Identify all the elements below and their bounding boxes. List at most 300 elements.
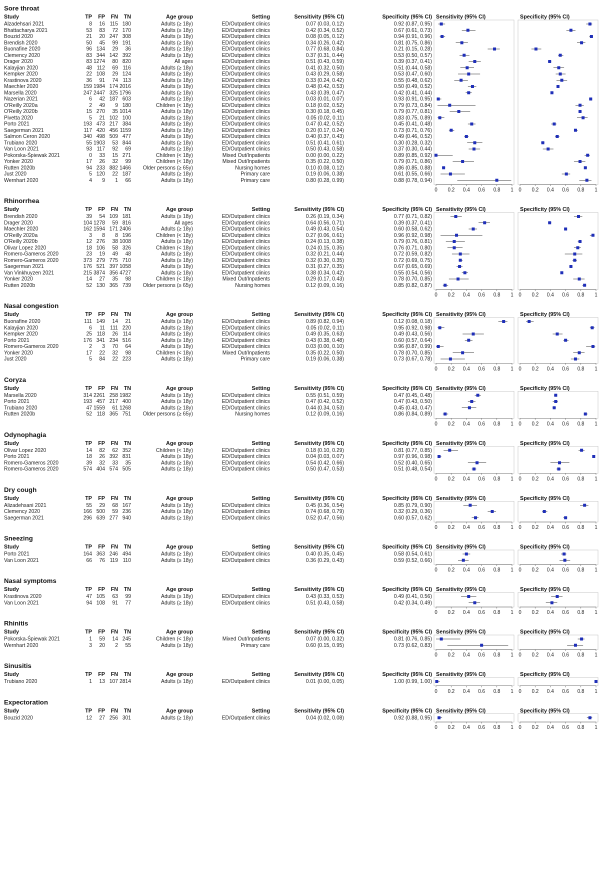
specificity-point [556, 595, 559, 598]
sensitivity-ci: 0.04 (0.03, 0.07) [305, 454, 344, 461]
sensitivity-tick-label: 0.6 [478, 610, 486, 616]
col-header-sensitivity: Sensitivity (95% CI) [294, 312, 344, 318]
specificity-tick-label: 0.8 [577, 421, 585, 428]
specificity-point [563, 559, 566, 562]
setting: ED/Outpatient clinics [221, 392, 270, 399]
tn-value: 170 [122, 27, 131, 34]
sensitivity-ci: 0.43 (0.39, 0.47) [305, 90, 344, 97]
col-header-tn: TN [123, 672, 131, 678]
col-header-tp: TP [85, 587, 92, 593]
col-header-specificity: Specificity (95% CI) [382, 495, 432, 502]
specificity-tick-label: 0 [518, 292, 522, 299]
specificity-tick-label: 0.4 [546, 652, 554, 659]
age-group: Adults (≥ 18y) [161, 177, 193, 184]
sensitivity-ci: 0.37 (0.31, 0.44) [305, 52, 344, 59]
fp-value: 118 [96, 411, 105, 418]
fp-value: 76 [99, 557, 105, 564]
sensitivity-ci: 0.50 (0.47, 0.53) [305, 466, 344, 473]
tp-value: 2 [89, 102, 92, 109]
study-name: Drager 2020 [4, 220, 33, 227]
setting: ED/Outpatient clinics [221, 447, 270, 454]
setting: ED/Outpatient clinics [221, 515, 270, 522]
tp-value: 55 [86, 502, 92, 509]
specificity-ci: 0.94 (0.91, 0.96) [393, 34, 432, 41]
specificity-point [534, 48, 537, 51]
age-group: Adults (≥ 18y) [161, 356, 193, 363]
setting: ED/Outpatient clinics [221, 59, 270, 66]
specificity-plot-frame [518, 678, 598, 686]
sensitivity-point [435, 154, 438, 157]
fp-value: 2447 [93, 90, 105, 97]
sensitivity-ci: 0.32 (0.30, 0.35) [305, 257, 344, 264]
col-header-fp: FP [98, 672, 105, 678]
tn-value: 110 [122, 557, 131, 564]
study-name: Kempker 2020 [4, 331, 38, 338]
sensitivity-tick-label: 0 [434, 688, 438, 695]
sensitivity-point [463, 54, 466, 57]
tp-value: 1 [89, 679, 92, 686]
specificity-point [592, 455, 595, 458]
sensitivity-tick-label: 0.8 [493, 652, 501, 659]
tp-value: 52 [86, 411, 92, 418]
col-header-fp: FP [98, 544, 105, 551]
setting: ED/Outpatient clinics [221, 502, 270, 509]
sensitivity-ci: 0.51 (0.43, 0.59) [305, 59, 344, 66]
fn-value: 115 [109, 21, 118, 28]
tp-value: 314 [83, 392, 92, 399]
tp-value: 5 [89, 171, 92, 178]
col-header-setting: Setting [251, 495, 270, 502]
sensitivity-tick-label: 0.2 [447, 652, 455, 659]
specificity-tick-label: 0 [518, 652, 522, 659]
specificity-point [584, 166, 587, 169]
specificity-ci: 0.60 (0.58, 0.62) [393, 226, 432, 233]
age-group: Adults (≥ 18y) [161, 52, 193, 59]
sensitivity-point [438, 455, 441, 458]
sensitivity-plot-frame [434, 678, 514, 686]
sensitivity-point [493, 48, 496, 51]
specificity-point [564, 339, 567, 342]
fp-value: 149 [96, 319, 105, 326]
fn-value: 15 [112, 152, 118, 159]
age-group: Adults (≥ 18y) [161, 77, 193, 84]
age-group: Children (< 18y) [155, 447, 193, 454]
sensitivity-tick-label: 0 [434, 567, 438, 574]
setting: ED/Outpatient clinics [221, 146, 270, 153]
specificity-point [579, 110, 582, 113]
section-title: Odynophagia [4, 431, 47, 439]
specificity-tick-label: 0 [518, 688, 522, 695]
fp-value: 233 [96, 165, 105, 172]
sensitivity-point [444, 413, 447, 416]
sensitivity-ci: 0.30 (0.18, 0.45) [305, 109, 344, 116]
fn-value: 174 [109, 84, 118, 91]
fp-value: 106 [96, 245, 105, 252]
specificity-plot-frame [518, 550, 598, 565]
sensitivity-tick-label: 0.4 [462, 652, 470, 659]
specificity-tick-label: 0.2 [531, 725, 539, 731]
specificity-ci: 0.97 (0.96, 0.98) [393, 454, 432, 461]
setting: ED/Outpatient clinics [221, 34, 270, 41]
specificity-point [589, 98, 592, 101]
col-header-study: Study [4, 312, 19, 318]
tp-value: 193 [83, 121, 92, 128]
fp-value: 130 [96, 282, 105, 289]
section-title: Sneezing [4, 535, 33, 543]
sensitivity-point [472, 333, 475, 336]
study-name: Marsella 2020 [4, 90, 37, 97]
tp-value: 53 [86, 27, 92, 34]
setting: ED/Outpatient clinics [221, 96, 270, 103]
col-header-fp: FP [98, 440, 105, 447]
age-group: Adults (≥ 18y) [161, 515, 193, 522]
col-header-tn: TN [123, 708, 131, 715]
tn-value: 35 [125, 460, 131, 467]
sensitivity-point [459, 253, 462, 256]
fp-value: 1594 [93, 226, 105, 233]
sensitivity-point [444, 284, 447, 287]
sensitivity-ci: 0.45 (0.36, 0.54) [305, 502, 344, 509]
tn-value: 245 [122, 636, 131, 643]
specificity-tick-label: 0.4 [546, 187, 554, 194]
tn-value: 751 [122, 411, 131, 418]
tp-value: 55 [86, 140, 92, 147]
col-header-setting: Setting [251, 312, 270, 318]
specificity-ci: 0.50 (0.49, 0.52) [393, 84, 432, 91]
specificity-point [554, 400, 557, 403]
setting: ED/Outpatient clinics [221, 21, 270, 28]
sensitivity-tick-label: 0.8 [493, 725, 501, 731]
specificity-tick-label: 0 [518, 525, 522, 531]
tp-value: 296 [83, 515, 92, 522]
age-group: Adults (≥ 18y) [161, 502, 193, 509]
specificity-ci: 0.60 (0.57, 0.62) [393, 515, 432, 522]
plot-header-specificity: Specificity (95% CI) [520, 14, 570, 21]
specificity-ci: 0.72 (0.59, 0.82) [393, 251, 432, 258]
sensitivity-point [463, 271, 466, 274]
fn-value: 171 [109, 226, 118, 233]
sensitivity-tick-label: 1 [510, 366, 514, 373]
tn-value: 196 [122, 232, 131, 239]
sensitivity-tick-label: 1 [510, 652, 514, 659]
age-group: Adults (≥ 18y) [161, 319, 193, 326]
specificity-point [576, 246, 579, 249]
sensitivity-ci: 0.27 (0.06, 0.61) [305, 232, 344, 239]
age-group: Children (< 18y) [155, 102, 193, 109]
specificity-ci: 0.78 (0.70, 0.85) [393, 276, 432, 283]
fn-value: 247 [109, 34, 118, 41]
col-header-fn: FN [110, 708, 118, 715]
fn-value: 882 [109, 165, 118, 172]
tn-value: 384 [122, 121, 131, 128]
study-name: Romero-Gameros 2020 [4, 257, 59, 264]
specificity-ci: 0.51 (0.44, 0.58) [393, 65, 432, 72]
tn-value: 99 [125, 594, 131, 601]
fn-value: 53 [112, 140, 118, 147]
tn-value: 187 [122, 171, 131, 178]
specificity-tick-label: 0.4 [546, 688, 554, 695]
fp-value: 26 [99, 454, 105, 461]
setting: ED/Outpatient clinics [221, 405, 270, 412]
specificity-ci: 0.49 (0.43, 0.56) [393, 331, 432, 338]
tp-value: 104 [83, 220, 92, 227]
col-header-tn: TN [123, 385, 131, 392]
tn-value: 113 [122, 77, 131, 84]
setting: ED/Outpatient clinics [221, 557, 270, 564]
specificity-point [558, 461, 561, 464]
col-header-tp: TP [85, 14, 92, 21]
plot-header-specificity: Specificity (95% CI) [520, 440, 570, 447]
setting: ED/Outpatient clinics [221, 551, 270, 558]
col-header-tp: TP [85, 312, 92, 318]
sensitivity-tick-label: 0 [434, 476, 438, 483]
col-header-tp: TP [85, 544, 92, 551]
tn-value: 180 [122, 21, 131, 28]
setting: ED/Outpatient clinics [221, 399, 270, 406]
specificity-tick-label: 0.4 [546, 476, 554, 483]
fp-value: 521 [96, 264, 105, 271]
tp-value: 83 [86, 59, 92, 66]
tp-value: 93 [86, 146, 92, 153]
fp-value: 84 [99, 356, 105, 363]
fn-value: 119 [109, 557, 118, 564]
setting: ED/Outpatient clinics [221, 245, 270, 252]
study-name: Maechler 2020 [4, 226, 39, 233]
specificity-tick-label: 0.2 [531, 610, 539, 616]
age-group: Adults (≥ 18y) [161, 257, 193, 264]
sensitivity-point [465, 135, 468, 138]
col-header-tp: TP [85, 495, 92, 502]
specificity-point [554, 394, 557, 397]
age-group: Adults (≥ 18y) [161, 454, 193, 461]
sensitivity-tick-label: 0.4 [462, 525, 470, 531]
fn-value: 29 [112, 71, 118, 78]
fp-value: 112 [96, 65, 105, 72]
sensitivity-point [455, 234, 458, 237]
specificity-tick-label: 0.4 [546, 610, 554, 616]
tp-value: 1 [89, 636, 92, 643]
tn-value: 1008 [119, 239, 131, 246]
sensitivity-tick-label: 1 [510, 688, 514, 695]
study-name: Trubiano 2020 [4, 405, 38, 412]
specificity-point [557, 468, 560, 471]
sensitivity-point [465, 553, 468, 556]
study-name: Krastinova 2020 [4, 594, 42, 601]
setting: ED/Outpatient clinics [221, 27, 270, 34]
sensitivity-point [438, 326, 441, 329]
sensitivity-point [462, 559, 465, 562]
sensitivity-ci: 0.31 (0.27, 0.35) [305, 264, 344, 271]
age-group: Adults (≥ 18y) [161, 226, 193, 233]
sensitivity-tick-label: 0.2 [447, 567, 455, 574]
age-group: Adults (≥ 18y) [161, 600, 193, 607]
fp-value: 20 [99, 34, 105, 41]
plot-header-sensitivity: Sensitivity (95% CI) [436, 385, 486, 392]
tn-value: 180 [122, 102, 131, 109]
study-name: Saegerman 2021 [4, 264, 44, 271]
sensitivity-ci: 0.40 (0.35, 0.45) [305, 551, 344, 558]
sensitivity-point [461, 351, 464, 354]
study-name: Olivar Lopez 2020 [4, 447, 47, 454]
plot-header-sensitivity: Sensitivity (95% CI) [436, 629, 486, 636]
sensitivity-tick-label: 0.8 [493, 421, 501, 428]
sensitivity-ci: 0.43 (0.38, 0.48) [305, 337, 344, 344]
sensitivity-point [473, 468, 476, 471]
sensitivity-point [461, 160, 464, 163]
sensitivity-ci: 0.64 (0.56, 0.71) [305, 220, 344, 227]
col-header-age-group: Age group [166, 440, 193, 447]
specificity-tick-label: 0.2 [531, 421, 539, 428]
age-group: Adults (≥ 18y) [161, 405, 193, 412]
study-name: Porto 2021 [4, 551, 30, 558]
fn-value: 70 [112, 344, 118, 351]
specificity-point [595, 680, 598, 683]
specificity-point [583, 504, 586, 507]
fn-value: 142 [109, 52, 118, 59]
tn-value: 603 [122, 96, 131, 103]
sensitivity-point [453, 240, 456, 243]
specificity-point [574, 129, 577, 132]
specificity-point [557, 85, 560, 88]
fp-value: 108 [96, 600, 105, 607]
sensitivity-ci: 0.36 (0.29, 0.43) [305, 557, 344, 564]
col-header-tp: TP [85, 629, 92, 636]
study-name: Van Loon 2021 [4, 557, 39, 564]
fp-value: 1903 [93, 140, 105, 147]
sensitivity-ci: 0.74 (0.68, 0.79) [305, 509, 344, 516]
tn-value: 820 [122, 59, 131, 66]
fp-value: 1278 [93, 220, 105, 227]
study-name: Rutten 2020b [4, 411, 36, 418]
tp-value: 94 [86, 165, 92, 172]
sensitivity-ci: 0.05 (0.02, 0.11) [306, 115, 344, 122]
setting: ED/Outpatient clinics [221, 84, 270, 91]
tp-value: 2 [89, 344, 92, 351]
sensitivity-tick-label: 0.2 [447, 725, 455, 731]
sensitivity-plot-frame [434, 213, 514, 290]
study-name: Kempker 2020 [4, 71, 38, 78]
sensitivity-ci: 0.77 (0.68, 0.84) [305, 46, 344, 53]
plot-header-sensitivity: Sensitivity (95% CI) [436, 544, 486, 551]
specificity-tick-label: 0.6 [562, 476, 570, 483]
specificity-point [573, 253, 576, 256]
setting: Primary care [240, 356, 270, 363]
col-header-age-group: Age group [166, 312, 193, 318]
specificity-point [548, 60, 551, 63]
fp-value: 29 [99, 502, 105, 509]
age-group: Adults (≥ 18y) [161, 46, 193, 53]
fn-value: 258 [109, 392, 118, 399]
specificity-tick-label: 0.2 [531, 652, 539, 659]
section-title: Rhinorrhea [4, 198, 40, 205]
specificity-point [559, 54, 562, 57]
specificity-tick-label: 0 [518, 421, 522, 428]
tn-value: 69 [125, 146, 131, 153]
tp-value: 47 [86, 594, 92, 601]
sensitivity-tick-label: 0.2 [447, 366, 455, 373]
sensitivity-ci: 0.08 (0.05, 0.12) [305, 34, 344, 41]
fp-value: 33 [99, 152, 105, 159]
age-group: Adults (≥ 18y) [161, 127, 193, 134]
age-group: Adults (≥ 18y) [161, 337, 193, 344]
col-header-age-group: Age group [166, 708, 193, 715]
col-header-specificity: Specificity (95% CI) [382, 312, 432, 318]
study-name: Wernhart 2020 [4, 642, 39, 649]
sensitivity-ci: 0.60 (0.15, 0.95) [305, 642, 344, 649]
sensitivity-point [457, 110, 460, 113]
tn-value: 326 [122, 245, 131, 252]
age-group: Adults (≥ 18y) [161, 90, 193, 97]
fn-value: 33 [112, 460, 118, 467]
col-header-fn: FN [110, 207, 118, 213]
plot-header-specificity: Specificity (95% CI) [520, 587, 570, 593]
age-group: Adults (≥ 18y) [161, 134, 193, 141]
setting: Primary care [240, 171, 270, 178]
sensitivity-plot-frame [434, 593, 514, 608]
sensitivity-ci: 0.40 (0.37, 0.43) [305, 134, 344, 141]
col-header-study: Study [4, 385, 19, 392]
tp-value: 12 [86, 715, 92, 722]
fn-value: 217 [109, 121, 118, 128]
sensitivity-ci: 0.01 (0.00, 0.05) [305, 679, 344, 686]
tn-value: 114 [122, 331, 131, 338]
tp-value: 3 [89, 232, 92, 239]
section-title: Coryza [4, 376, 26, 384]
col-header-fn: FN [110, 14, 118, 21]
specificity-tick-label: 0 [518, 187, 522, 194]
col-header-tp: TP [85, 708, 92, 715]
sensitivity-point [459, 259, 462, 262]
age-group: Adults (≥ 18y) [161, 140, 193, 147]
fn-value: 14 [112, 636, 118, 643]
specificity-point [559, 73, 562, 76]
col-header-study: Study [4, 629, 19, 636]
sensitivity-tick-label: 1 [510, 610, 514, 616]
sensitivity-tick-label: 0.4 [462, 725, 470, 731]
sensitivity-tick-label: 1 [510, 525, 514, 531]
fn-value: 187 [109, 96, 118, 103]
specificity-tick-label: 1 [594, 610, 598, 616]
section-title: Rhinitis [4, 620, 29, 628]
age-group: Adults (≥ 18y) [161, 84, 193, 91]
col-header-study: Study [4, 544, 19, 551]
specificity-tick-label: 1 [594, 567, 598, 574]
specificity-ci: 0.47 (0.43, 0.50) [393, 399, 432, 406]
col-header-setting: Setting [251, 544, 270, 551]
col-header-tn: TN [123, 14, 131, 21]
specificity-ci: 0.67 (0.65, 0.69) [393, 264, 432, 271]
fn-value: 35 [112, 276, 118, 283]
fn-value: 32 [112, 159, 118, 166]
col-header-setting: Setting [251, 207, 270, 213]
sensitivity-point [458, 265, 461, 268]
specificity-tick-label: 0.2 [531, 525, 539, 531]
specificity-ci: 0.67 (0.61, 0.73) [393, 27, 432, 34]
sensitivity-ci: 0.47 (0.42, 0.52) [305, 399, 344, 406]
sensitivity-tick-label: 0 [434, 610, 438, 616]
specificity-tick-label: 0.4 [546, 525, 554, 531]
tp-value: 193 [83, 399, 92, 406]
study-name: Alizadehsani 2021 [4, 502, 47, 509]
sensitivity-tick-label: 0.4 [462, 610, 470, 616]
sensitivity-point [474, 516, 477, 519]
plot-header-specificity: Specificity (95% CI) [520, 708, 570, 715]
setting: ED/Outpatient clinics [221, 140, 270, 147]
col-header-specificity: Specificity (95% CI) [382, 629, 432, 636]
specificity-tick-label: 0.8 [577, 366, 585, 373]
plot-header-specificity: Specificity (95% CI) [520, 207, 570, 213]
sensitivity-tick-label: 1 [510, 421, 514, 428]
